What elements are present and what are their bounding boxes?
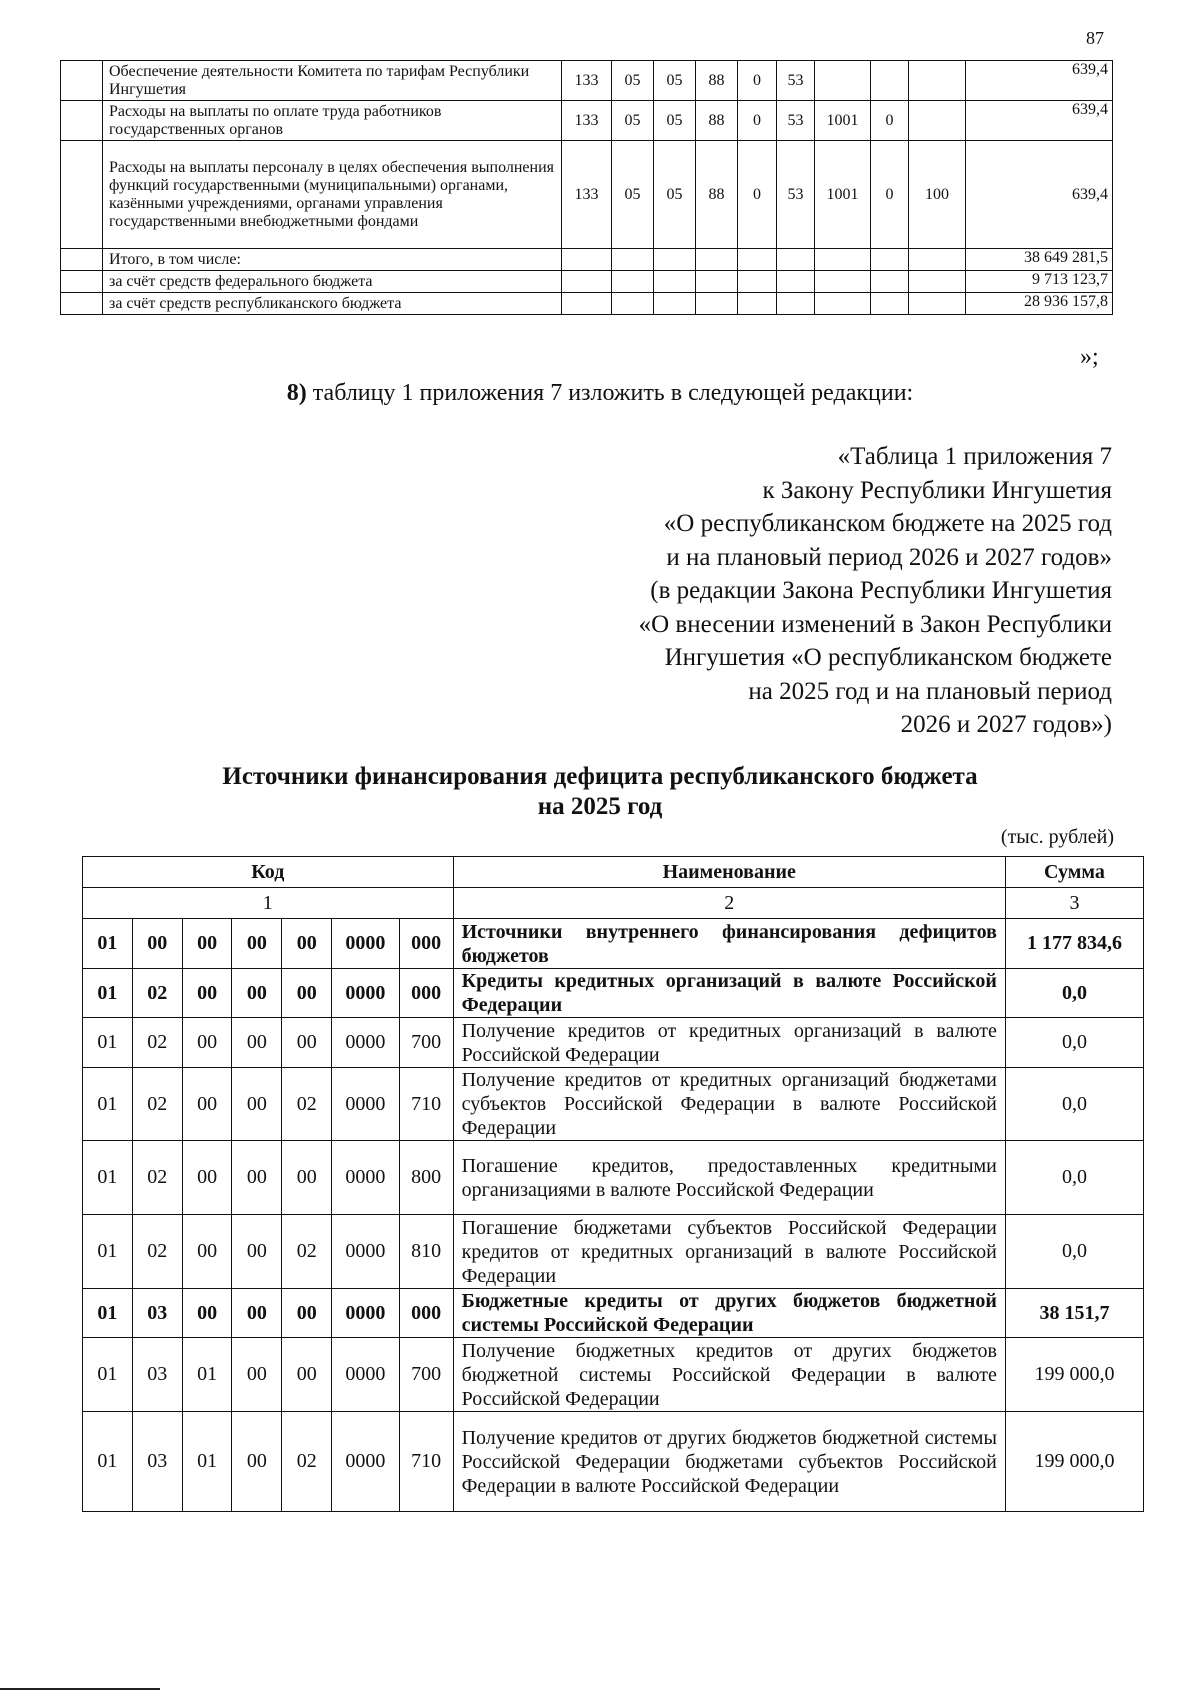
blank-cell [61,293,103,315]
code-cell: 700 [399,1338,453,1412]
code-cell: 01 [182,1412,232,1512]
code-cell: 133 [562,61,612,101]
blank-cell [61,249,103,271]
name-cell: Источники внутреннего финансирования дефицитов бюджетов [453,919,1005,969]
code-cell: 02 [132,969,182,1018]
code-cell: 133 [562,101,612,141]
amount-cell: 199 000,0 [1005,1412,1143,1512]
name-cell: Погашение бюджетами субъектов Российской Федерации кредитов от кредитных организаций в валюте Российской Федерации [453,1215,1005,1289]
blank-cell [61,271,103,293]
column-number: 3 [1005,888,1143,919]
code-cell [612,249,654,271]
code-cell: 02 [282,1068,332,1141]
code-cell: 00 [182,1068,232,1141]
table-row [61,249,1113,271]
appropriations-table-continuation [60,60,1113,315]
code-cell: 00 [232,1018,282,1068]
code-cell: 00 [282,969,332,1018]
header-line: и на плановый период 2026 и 2027 годов» [666,543,1112,571]
code-cell: 000 [399,969,453,1018]
code-cell: 01 [83,1338,133,1412]
code-cell: 00 [282,1289,332,1338]
code-cell: 700 [399,1018,453,1068]
row-label: Расходы на выплаты по оплате труда работников государственных органов [103,101,562,141]
item-number: 8) [286,380,307,406]
name-cell: Получение кредитов от других бюджетов бюджетной системы Российской Федерации бюджетами субъектов Российской Федерации в валюте Российской Федерации [453,1412,1005,1512]
row-label: за счёт средств федерального бюджета [103,271,562,293]
code-cell: 00 [182,919,232,969]
code-cell: 00 [232,969,282,1018]
code-cell: 03 [132,1412,182,1512]
code-cell: 00 [232,1412,282,1512]
code-cell: 05 [654,101,696,141]
name-cell: Кредиты кредитных организаций в валюте Российской Федерации [453,969,1005,1018]
table-title-line: Источники финансирования дефицита республиканского бюджета [222,763,978,790]
code-cell: 0000 [332,1018,399,1068]
code-cell: 00 [282,1338,332,1412]
code-cell: 88 [696,141,738,249]
name-cell: Получение кредитов от кредитных организаций в валюте Российской Федерации [453,1018,1005,1068]
code-cell: 02 [282,1215,332,1289]
code-cell: 0000 [332,1412,399,1512]
code-cell: 00 [232,1068,282,1141]
code-cell: 710 [399,1068,453,1141]
code-cell: 133 [562,141,612,249]
amount-cell: 9 713 123,7 [966,271,1113,293]
table-row [83,919,1144,969]
code-cell [696,271,738,293]
table-row [61,101,1113,141]
code-cell [654,249,696,271]
amendment-instruction [0,380,1200,407]
table-row [83,1141,1144,1215]
code-cell: 0000 [332,1141,399,1215]
code-cell: 00 [232,1338,282,1412]
amount-cell: 28 936 157,8 [966,293,1113,315]
code-cell: 0000 [332,969,399,1018]
code-cell: 53 [777,141,815,249]
code-cell: 0 [871,101,909,141]
code-cell [777,249,815,271]
amount-cell: 0,0 [1005,1068,1143,1141]
header-code: Код [83,857,454,888]
name-cell: Получение бюджетных кредитов от других бюджетов бюджетной системы Российской Федерации в валюте Российской Федерации [453,1338,1005,1412]
header-line: (в редакции Закона Республики Ингушетия [650,577,1112,604]
amount-cell: 0,0 [1005,1018,1143,1068]
code-cell: 00 [282,919,332,969]
code-cell [815,271,871,293]
table-row [61,293,1113,315]
code-cell: 1001 [815,141,871,249]
code-cell: 00 [182,1018,232,1068]
row-label: Обеспечение деятельности Комитета по тарифам Республики Ингушетия [103,61,562,101]
blank-cell [61,101,103,141]
code-cell: 02 [132,1141,182,1215]
code-cell [871,61,909,101]
row-label: Итого, в том числе: [103,249,562,271]
header-line: Ингушетия «О республиканском бюджете [664,644,1112,671]
code-cell: 0 [738,61,777,101]
code-cell: 0 [738,101,777,141]
code-cell: 810 [399,1215,453,1289]
code-cell: 00 [132,919,182,969]
table-row [83,1068,1144,1141]
code-cell: 0000 [332,1338,399,1412]
code-cell [738,249,777,271]
code-cell: 03 [132,1338,182,1412]
code-cell: 0000 [332,1068,399,1141]
table-row [61,61,1113,101]
amount-cell: 0,0 [1005,969,1143,1018]
table-row [83,1215,1144,1289]
code-cell: 00 [182,1289,232,1338]
page-edge-line [0,1688,160,1690]
code-cell [909,61,966,101]
code-cell [738,293,777,315]
header-line: к Закону Республики Ингушетия [762,476,1112,504]
deficit-financing-sources-table [82,856,1144,1512]
code-cell: 100 [909,141,966,249]
code-cell: 03 [132,1289,182,1338]
code-cell: 05 [654,141,696,249]
code-cell [562,249,612,271]
name-cell: Бюджетные кредиты от других бюджетов бюджетной системы Российской Федерации [453,1289,1005,1338]
code-cell: 53 [777,101,815,141]
code-cell: 00 [282,1018,332,1068]
header-line: «О республиканском бюджете на 2025 год [663,510,1112,537]
code-cell: 01 [182,1338,232,1412]
code-cell: 88 [696,61,738,101]
code-cell [696,249,738,271]
amount-cell: 639,4 [966,101,1113,141]
amount-cell: 1 177 834,6 [1005,919,1143,969]
code-cell: 01 [83,1018,133,1068]
code-cell: 53 [777,61,815,101]
table-row [83,1338,1144,1412]
code-cell: 1001 [815,101,871,141]
code-cell [777,293,815,315]
code-cell [871,271,909,293]
code-cell [815,61,871,101]
code-cell: 00 [232,1289,282,1338]
amount-cell: 639,4 [966,141,1113,249]
amount-cell: 38 151,7 [1005,1289,1143,1338]
code-cell: 00 [182,1141,232,1215]
code-cell: 02 [132,1018,182,1068]
code-cell: 01 [83,919,133,969]
code-cell [909,101,966,141]
code-cell: 0 [738,141,777,249]
code-cell: 02 [132,1068,182,1141]
code-cell: 00 [282,1141,332,1215]
instruction-text: таблицу 1 приложения 7 изложить в следующей редакции: [306,380,914,406]
code-cell: 0000 [332,919,399,969]
code-cell [909,293,966,315]
code-cell: 05 [654,61,696,101]
code-cell: 00 [182,1215,232,1289]
table-row [83,969,1144,1018]
code-cell [909,249,966,271]
appendix-header [639,440,1112,742]
header-line: 2026 и 2027 годов») [900,711,1112,738]
code-cell: 0000 [332,1289,399,1338]
code-cell [815,293,871,315]
code-cell: 01 [83,1141,133,1215]
code-cell [871,293,909,315]
blank-cell [61,61,103,101]
code-cell: 88 [696,101,738,141]
amount-cell: 38 649 281,5 [966,249,1113,271]
code-cell: 02 [282,1412,332,1512]
code-cell [612,293,654,315]
code-cell: 02 [132,1215,182,1289]
code-cell: 800 [399,1141,453,1215]
column-number: 1 [83,888,454,919]
header-line: «О внесении изменений в Закон Республики [638,610,1112,638]
table-row [61,271,1113,293]
code-cell: 05 [612,101,654,141]
table-row [61,141,1113,249]
blank-cell [61,141,103,249]
header-line: на 2025 год и на плановый период [748,677,1112,705]
code-cell [871,249,909,271]
code-cell [654,293,696,315]
code-cell: 000 [399,1289,453,1338]
amount-cell: 199 000,0 [1005,1338,1143,1412]
code-cell: 00 [182,969,232,1018]
header-line: «Таблица 1 приложения 7 [837,443,1112,470]
code-cell [696,293,738,315]
code-cell: 0 [871,141,909,249]
code-cell [612,271,654,293]
code-cell: 01 [83,1412,133,1512]
code-cell: 05 [612,61,654,101]
code-cell: 710 [399,1412,453,1512]
code-cell: 01 [83,1068,133,1141]
amount-cell: 0,0 [1005,1141,1143,1215]
amount-cell: 0,0 [1005,1215,1143,1289]
code-cell [562,293,612,315]
code-cell [815,249,871,271]
code-cell: 000 [399,919,453,969]
code-cell: 00 [232,1141,282,1215]
table-row [83,1412,1144,1512]
code-cell: 0000 [332,1215,399,1289]
code-cell [909,271,966,293]
amount-cell: 639,4 [966,61,1113,101]
code-cell [738,271,777,293]
name-cell: Погашение кредитов, предоставленных кредитными организациями в валюте Российской Федерации [453,1141,1005,1215]
header-sum: Сумма [1005,857,1143,888]
units-label: (тыс. рублей) [1000,826,1114,848]
code-cell [654,271,696,293]
header-name: Наименование [453,857,1005,888]
code-cell: 01 [83,1215,133,1289]
code-cell: 05 [612,141,654,249]
code-cell: 01 [83,969,133,1018]
name-cell: Получение кредитов от кредитных организаций бюджетами субъектов Российской Федерации в валюте Российской Федерации [453,1068,1005,1141]
code-cell [562,271,612,293]
code-cell [777,271,815,293]
code-cell: 00 [232,1215,282,1289]
table-title [0,762,1200,822]
table-title-line: на 2025 год [537,793,663,820]
row-label: за счёт средств республиканского бюджета [103,293,562,315]
page-number: 87 [1086,28,1104,48]
row-label: Расходы на выплаты персоналу в целях обеспечения выполнения функций государственными (муниципальными) органами, казёнными учреждениями, органами управления государственными внебюджетными фондами [103,141,562,249]
closing-quote: »; [1080,344,1099,370]
table-row [83,1289,1144,1338]
code-cell: 00 [232,919,282,969]
code-cell: 01 [83,1289,133,1338]
table-row [83,1018,1144,1068]
column-number: 2 [453,888,1005,919]
